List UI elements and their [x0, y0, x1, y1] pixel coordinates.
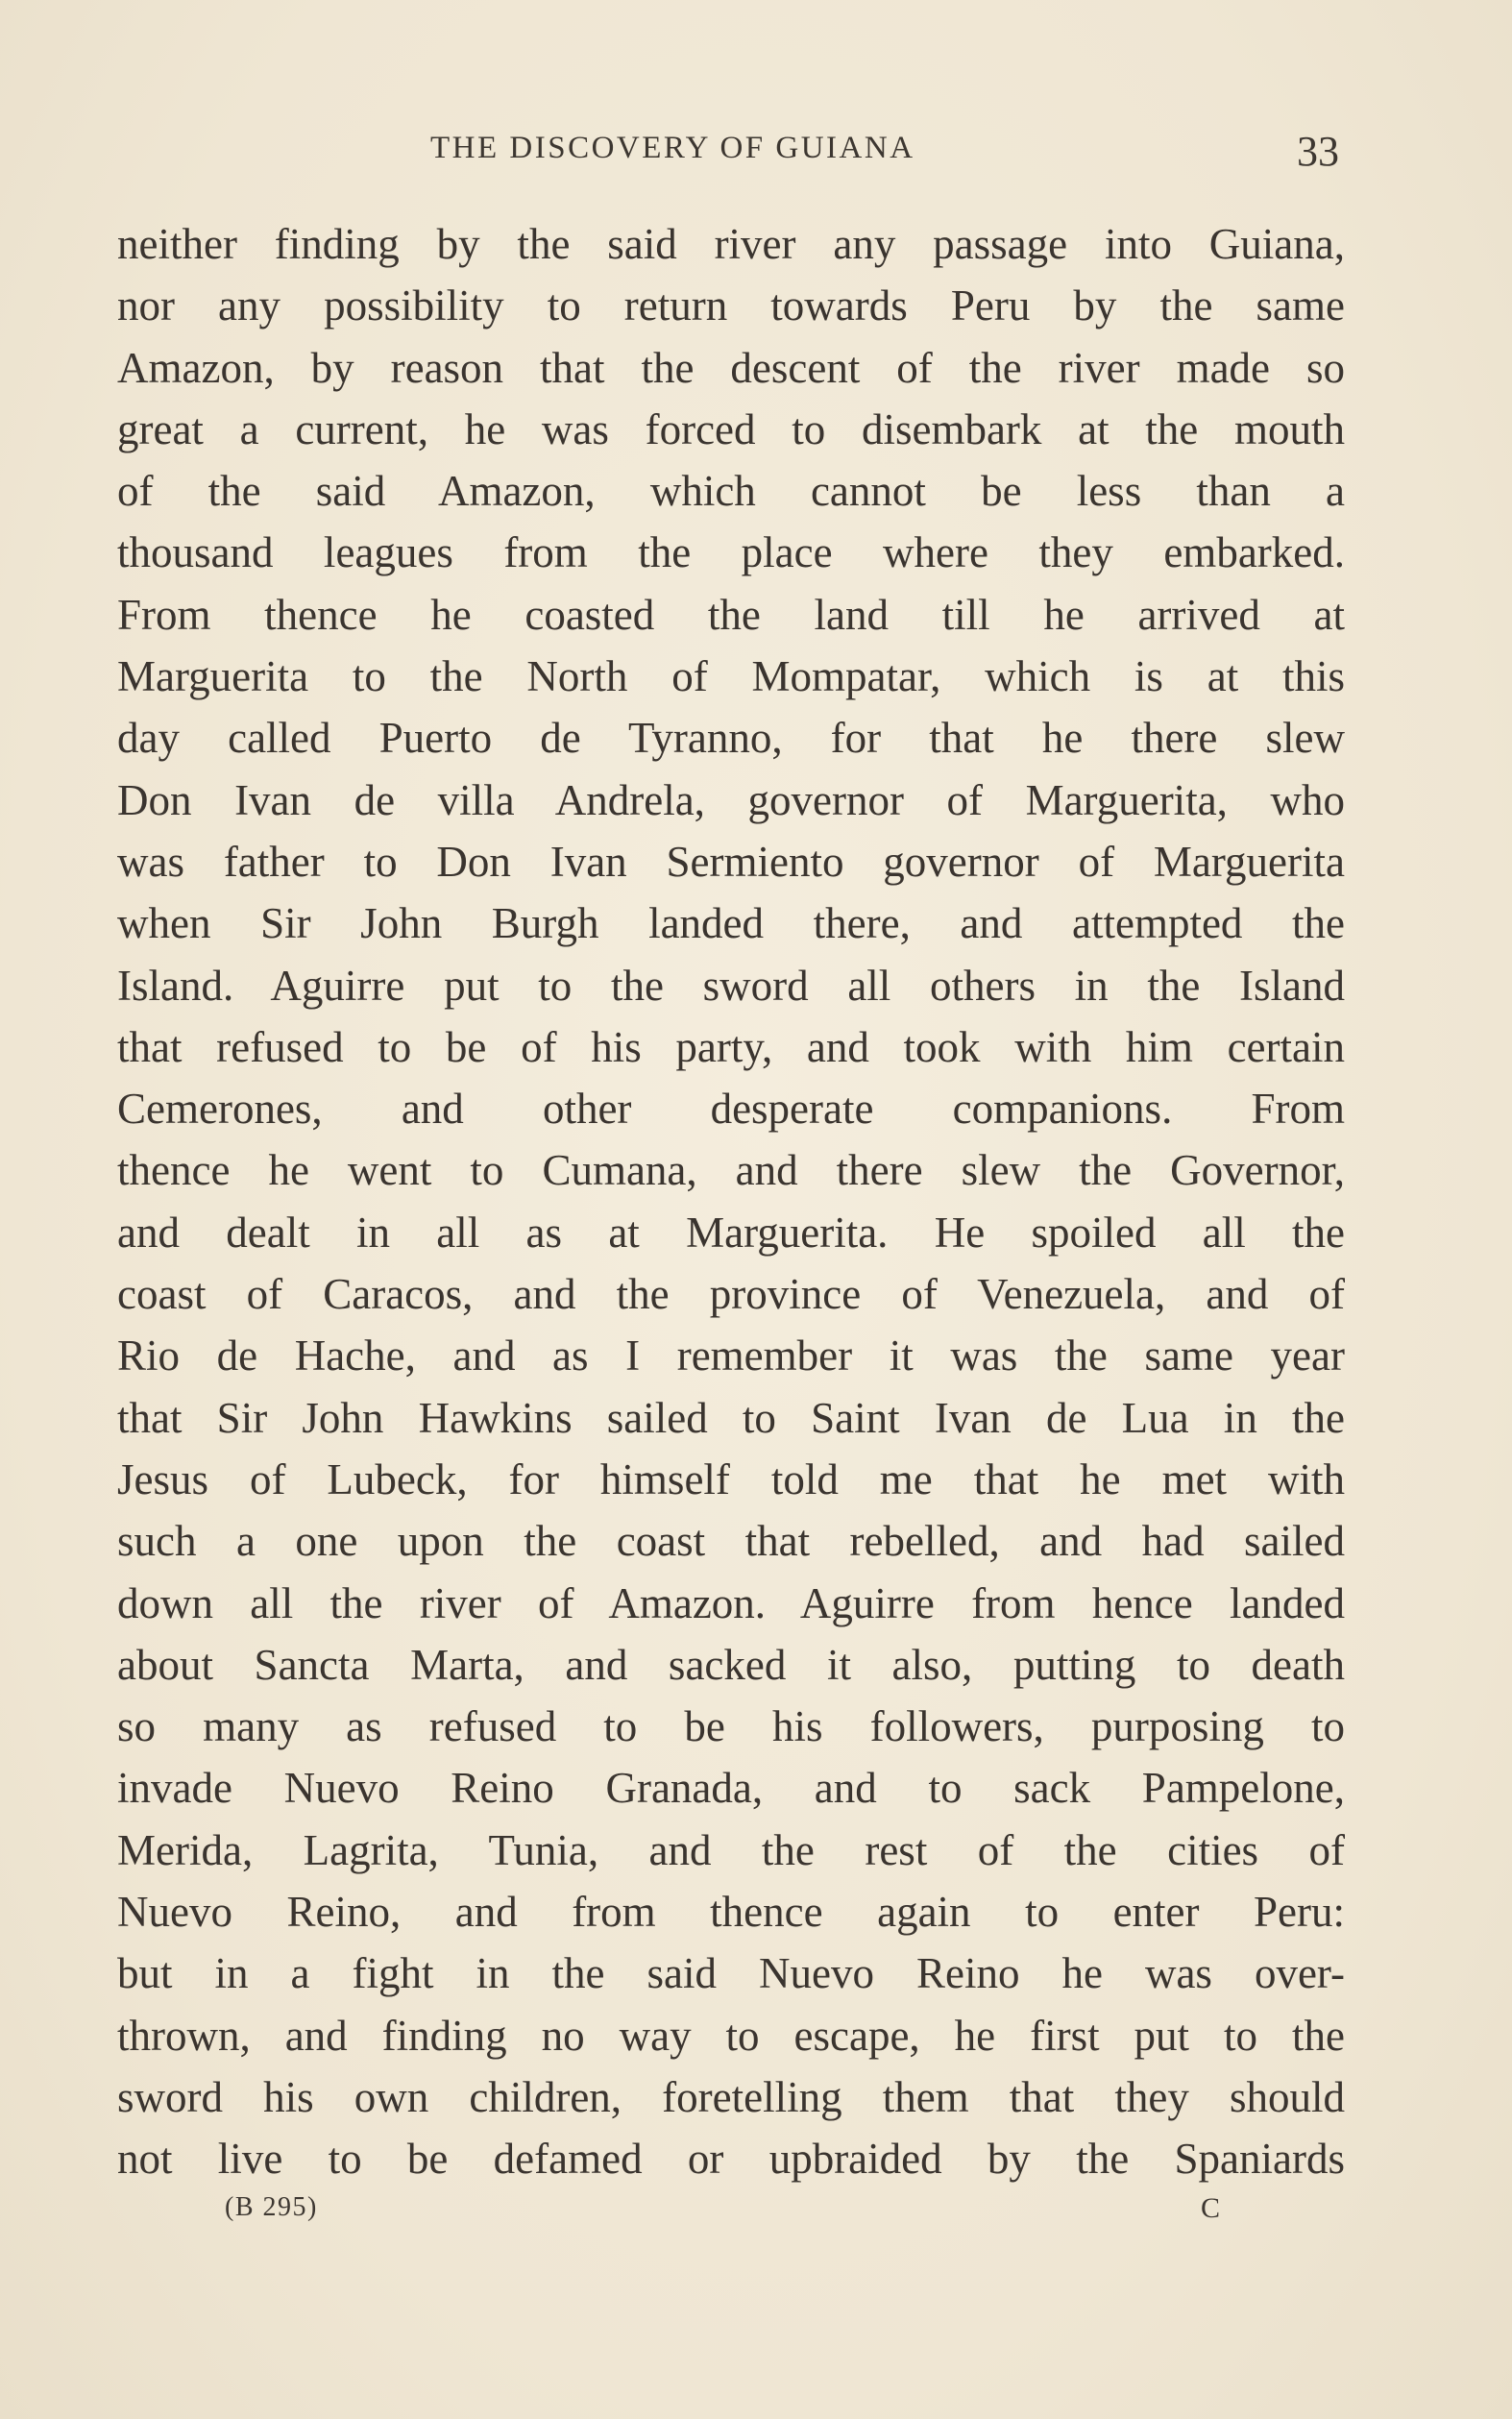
- text-line: nor any possibility to return towards Peru by the same: [117, 281, 1345, 330]
- text-line: day called Puerto de Tyranno, for that he there slew: [117, 714, 1345, 763]
- printer-signature: (B 295): [225, 2192, 318, 2222]
- text-line: so many as refused to be his followers, purposing to: [117, 1702, 1345, 1751]
- page-number: 33: [1297, 128, 1339, 175]
- text-line: Island. Aguirre put to the sword all others in the Island: [117, 961, 1345, 1010]
- text-line: Nuevo Reino, and from thence again to enter Peru:: [117, 1888, 1345, 1937]
- text-line: Merida, Lagrita, Tunia, and the rest of the cities of: [117, 1825, 1345, 1874]
- text-line: that refused to be of his party, and took with him certain: [117, 1022, 1345, 1071]
- text-line: down all the river of Amazon. Aguirre from hence landed: [117, 1578, 1345, 1627]
- text-line: From thence he coasted the land till he arrived at: [117, 590, 1345, 639]
- text-line: great a current, he was forced to disembark at the mouth: [117, 404, 1345, 453]
- text-line: but in a fight in the said Nuevo Reino he was over-: [117, 1949, 1345, 1998]
- text-line: that Sir John Hawkins sailed to Saint Ivan de Lua in the: [117, 1393, 1345, 1442]
- signature-mark: C: [1201, 2192, 1221, 2224]
- text-line: thrown, and finding no way to escape, he first put to the: [117, 2011, 1345, 2060]
- text-line: Amazon, by reason that the descent of the river made so: [117, 343, 1345, 392]
- text-line: coast of Caracos, and the province of Venezuela, and of: [117, 1270, 1345, 1319]
- text-line: Cemerones, and other desperate companions. From: [117, 1085, 1345, 1134]
- text-line: Marguerita to the North of Mompatar, which is at this: [117, 652, 1345, 701]
- text-line: when Sir John Burgh landed there, and attempted the: [117, 899, 1345, 948]
- text-line: of the said Amazon, which cannot be less than a: [117, 467, 1345, 516]
- text-line: was father to Don Ivan Sermiento governor of Marguerita: [117, 837, 1345, 886]
- text-line: sword his own children, foretelling them that they should: [117, 2072, 1345, 2121]
- text-line: neither finding by the said river any passage into Guiana,: [117, 220, 1345, 268]
- running-head: [0, 127, 1512, 175]
- text-line: and dealt in all as at Marguerita. He spoiled all the: [117, 1208, 1345, 1257]
- text-line: thence he went to Cumana, and there slew the Governor,: [117, 1146, 1345, 1195]
- text-line: about Sancta Marta, and sacked it also, putting to death: [117, 1640, 1345, 1689]
- text-line: invade Nuevo Reino Granada, and to sack Pampelone,: [117, 1764, 1345, 1813]
- body-text: [117, 213, 1345, 2190]
- text-line: Jesus of Lubeck, for himself told me that he met with: [117, 1454, 1345, 1503]
- text-line: not live to be defamed or upbraided by the Spaniards: [117, 2135, 1345, 2184]
- text-line: Don Ivan de villa Andrela, governor of Marguerita, who: [117, 775, 1345, 824]
- page-footer: [0, 2192, 1512, 2231]
- text-line: Rio de Hache, and as I remember it was the same year: [117, 1332, 1345, 1381]
- running-title: THE DISCOVERY OF GUIANA: [430, 131, 915, 165]
- text-line: thousand leagues from the place where they embarked.: [117, 528, 1345, 577]
- text-line: such a one upon the coast that rebelled, and had sailed: [117, 1517, 1345, 1566]
